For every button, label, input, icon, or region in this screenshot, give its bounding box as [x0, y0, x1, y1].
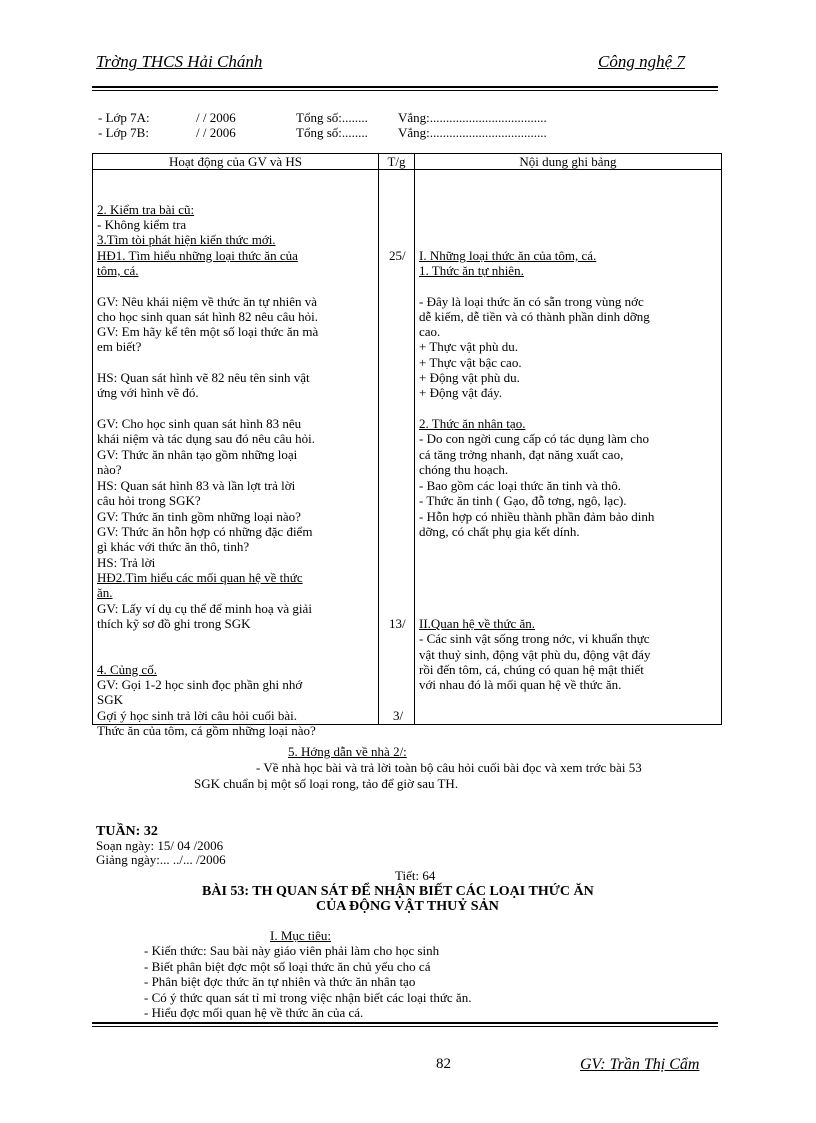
right-line: dỡng, có chất phụ gia kết dính.	[419, 524, 580, 539]
left-line: ứng với hình vẽ đó.	[97, 385, 199, 400]
objective-item: - Phân biệt đợc thức ăn tự nhiên và thức ăn nhân tạo	[144, 974, 416, 989]
time-cell	[379, 170, 414, 724]
left-line: nào?	[97, 462, 122, 477]
right-line: - Do con ngời cung cấp có tác dụng làm cho	[419, 431, 649, 446]
left-line: GV: Thức ăn hỗn hợp có những đặc điểm	[97, 524, 313, 539]
class-7a-date: / / 2006	[196, 110, 236, 125]
right-line: chóng thu hoạch.	[419, 462, 509, 477]
right-line: 1. Thức ăn tự nhiên.	[419, 263, 524, 278]
class-7b-absent: Vắng:....................................	[398, 125, 547, 140]
page-number: 82	[436, 1056, 451, 1072]
objective-item: - Kiến thức: Sau bài này giáo viên phải làm cho học sinh	[144, 943, 440, 958]
header-content: Nội dung ghi bảng	[415, 154, 722, 170]
homework-line: - Về nhà học bài và trả lời toàn bộ câu hỏi cuối bài đọc và xem trớc bài 53	[256, 760, 642, 775]
left-line: HS: Trả lời	[97, 555, 156, 570]
left-line: GV: Thức ăn tinh gồm những loại nào?	[97, 509, 301, 524]
left-line: GV: Cho học sinh quan sát hình 83 nêu	[97, 416, 302, 431]
left-line: HS: Quan sát hình 83 và lần lợt trả lời	[97, 478, 296, 493]
right-line: - Các sinh vật sống trong nớc, vi khuẩn thực	[419, 631, 650, 646]
left-line: - Không kiểm tra	[97, 217, 187, 232]
teach-date: Giảng ngày:... ../... /2006	[96, 852, 226, 867]
footer-rule	[92, 1022, 718, 1024]
left-line: khái niệm và tác dụng sau đó nêu câu hỏi.	[97, 431, 316, 446]
left-line: GV: Lấy ví dụ cụ thể để minh hoạ và giải	[97, 601, 312, 616]
teacher-name: GV: Trần Thị Cẩm	[580, 1056, 700, 1073]
left-line: 3.Tìm tòi phát hiện kiến thức mới.	[97, 232, 276, 247]
lesson-title-line2: CỦA ĐỘNG VẬT THUỶ SẢN	[316, 899, 499, 914]
homework-line: SGK chuẩn bị một số loại rong, tảo để giờ sau TH.	[194, 776, 459, 791]
activities-cell	[93, 170, 378, 738]
lesson-table	[92, 153, 722, 738]
left-line: Thức ăn của tôm, cá gồm những loại nào?	[97, 723, 316, 738]
class-7a-total: Tổng số:........	[296, 110, 368, 125]
left-line: GV: Gọi 1-2 học sinh đọc phần ghi nhớ	[97, 677, 303, 692]
lesson-title: BÀI 53: TH QUAN SÁT ĐỂ NHẬN BIẾT CÁC LOẠI THỨC ĂN	[202, 884, 594, 899]
period-label: Tiết: 64	[395, 868, 436, 883]
objective-item: - Có ý thức quan sát tỉ mỉ trong việc nhận biết các loại thức ăn.	[144, 990, 472, 1005]
prep-date: Soạn ngày: 15/ 04 /2006	[96, 838, 224, 853]
subject-name: Công nghệ 7	[598, 52, 685, 71]
left-line: HĐ1. Tìm hiểu những loại thức ăn của	[97, 248, 298, 263]
right-line: + Động vật phù du.	[419, 370, 520, 385]
left-line: HĐ2.Tìm hiểu các mối quan hệ về thức	[97, 570, 303, 585]
right-line: II.Quan hệ về thức ăn.	[419, 616, 536, 631]
right-line: cao.	[419, 324, 441, 339]
left-line: GV: Nêu khái niệm về thức ăn tự nhiên và	[97, 294, 317, 309]
class-7b-total: Tổng số:........	[296, 125, 368, 140]
right-line: rồi đến tôm, cá, chúng có quan hệ mật thiết	[419, 662, 644, 677]
right-line: với nhau đó là mối quan hệ về thức ăn.	[419, 677, 622, 692]
objectives-heading: I. Mục tiêu:	[270, 928, 332, 943]
left-line: thích kỹ sơ đồ ghi trong SGK	[97, 616, 251, 631]
right-line: vật thuỷ sinh, động vật phù du, động vật đáy	[419, 647, 651, 662]
time-value: 3/	[393, 708, 404, 723]
right-line: I. Những loại thức ăn của tôm, cá.	[419, 248, 597, 263]
week-label: TUẦN: 32	[96, 824, 158, 839]
right-line: - Bao gồm các loại thức ăn tinh và thô.	[419, 478, 621, 493]
left-line: HS: Quan sát hình vẽ 82 nêu tên sinh vật	[97, 370, 310, 385]
time-value: 13/	[389, 616, 406, 631]
left-line: câu hỏi trong SGK?	[97, 493, 201, 508]
class-7b-label: - Lớp 7B:	[98, 125, 149, 140]
header-activities: Hoạt động của GV và HS	[93, 154, 379, 170]
class-7a-absent: Vắng:....................................	[398, 110, 547, 125]
header-time: T/g	[379, 154, 415, 170]
footer-rule-thin	[92, 1026, 718, 1027]
right-line: 2. Thức ăn nhân tạo.	[419, 416, 526, 431]
class-7b-date: / / 2006	[196, 125, 236, 140]
left-line: 2. Kiểm tra bài cũ:	[97, 202, 195, 217]
left-line: SGK	[97, 692, 124, 707]
school-name: Trờng THCS Hải Chánh	[96, 52, 263, 71]
right-line: + Động vật đáy.	[419, 385, 503, 400]
right-line: - Hỗn hợp có nhiều thành phần đảm bảo dinh	[419, 509, 655, 524]
right-line: - Thức ăn tinh ( Gạo, đỗ tơng, ngô, lạc).	[419, 493, 627, 508]
left-line: ăn.	[97, 585, 113, 600]
left-line: tôm, cá.	[97, 263, 139, 278]
content-cell	[415, 170, 721, 724]
right-line: cá tăng trởng nhanh, đạt năng xuất cao,	[419, 447, 624, 462]
header-rule	[92, 86, 718, 88]
left-line: cho học sinh quan sát hình 82 nêu câu hỏi.	[97, 309, 318, 324]
right-line: + Thực vật bậc cao.	[419, 355, 522, 370]
objective-item: - Biết phân biệt đợc một số loại thức ăn chủ yếu cho cá	[144, 959, 431, 974]
left-line: em biết?	[97, 339, 142, 354]
class-7a-label: - Lớp 7A:	[98, 110, 150, 125]
left-line: 4. Củng cố.	[97, 662, 157, 677]
right-line: + Thực vật phù du.	[419, 339, 518, 354]
left-line: GV: Thức ăn nhân tạo gồm những loại	[97, 447, 298, 462]
time-value: 25/	[389, 248, 406, 263]
header-rule-thin	[92, 90, 718, 91]
left-line: gì khác với thức ăn thô, tinh?	[97, 539, 250, 554]
right-line: dễ kiếm, dễ tiền và có thành phần dinh dỡng	[419, 309, 650, 324]
objective-item: - Hiểu đợc mối quan hệ về thức ăn của cá.	[144, 1005, 364, 1020]
left-line: Gợi ý học sinh trả lời câu hỏi cuối bài.	[97, 708, 298, 723]
left-line: GV: Em hãy kể tên một số loại thức ăn mà	[97, 324, 319, 339]
homework-heading: 5. Hớng dẫn về nhà 2/:	[288, 744, 407, 759]
right-line: - Đây là loại thức ăn có sẵn trong vùng nớc	[419, 294, 644, 309]
